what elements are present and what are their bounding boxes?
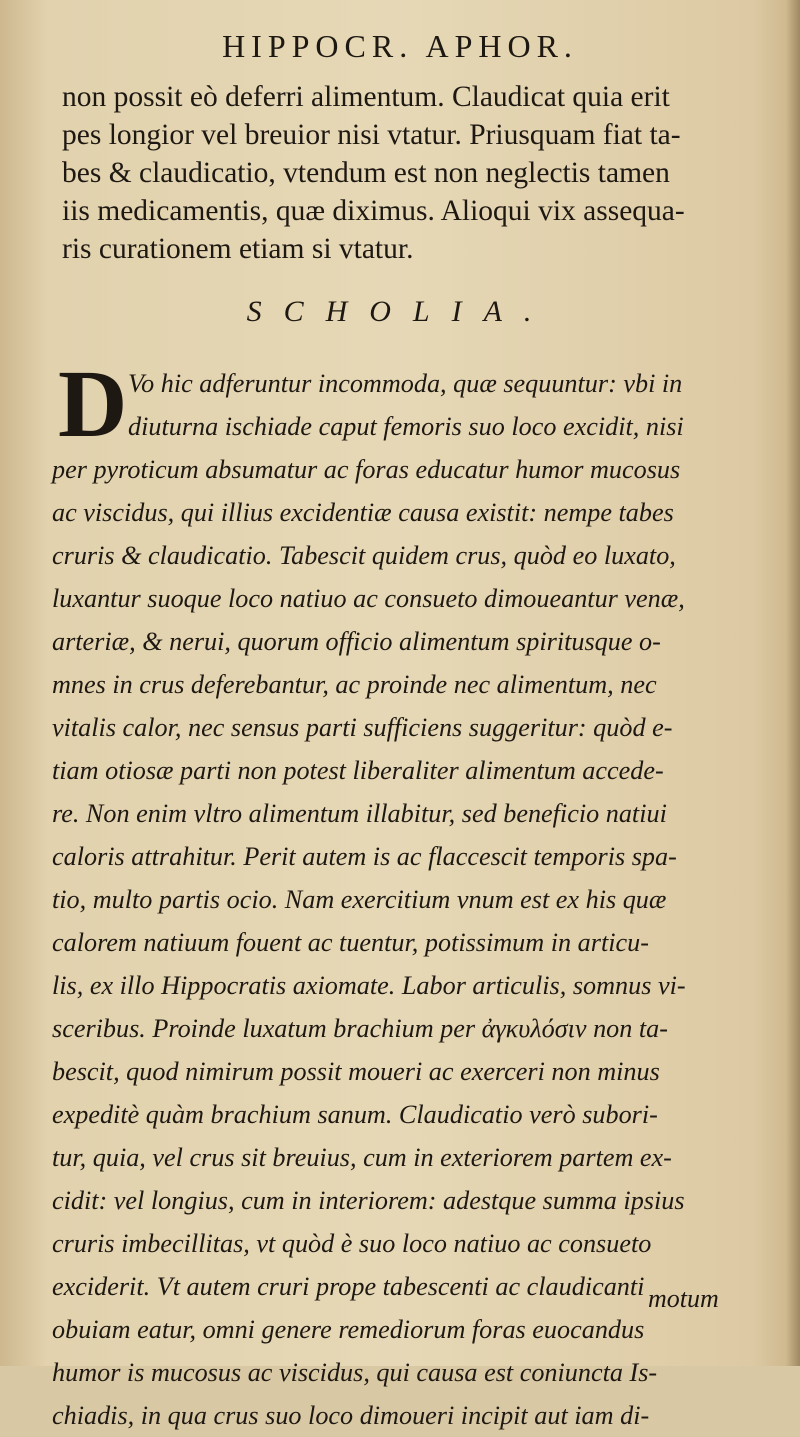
text-line: non possit eò deferri alimentum. Claudicat quia erit — [62, 81, 670, 113]
text-line: Vo hic adferuntur incommoda, quæ sequuntur: vbi in — [128, 369, 683, 398]
page-edge-shadow — [786, 0, 800, 1366]
text-line: cidit: vel longius, cum in interiorem: adestque summa ipsius — [52, 1186, 685, 1215]
text-line: diuturna ischiade caput femoris suo loco excidit, nisi — [128, 412, 684, 441]
text-line: tur, quia, vel crus sit breuius, cum in exteriorem partem ex- — [52, 1143, 672, 1172]
text-line: mnes in crus deferebantur, ac proinde nec alimentum, nec — [52, 670, 657, 699]
section-title: SCHOLIA. — [246, 295, 554, 328]
text-line: cruris & claudicatio. Tabescit quidem crus, quòd eo luxato, — [52, 541, 676, 570]
text-line: vitalis calor, nec sensus parti sufficiens suggeritur: quòd e- — [52, 713, 673, 742]
text-line: luxantur suoque loco natiuo ac consueto dimoueantur venæ, — [52, 584, 685, 613]
text-line: sceribus. Proinde luxatum brachium per ἀγκυλόσιν non ta- — [52, 1014, 668, 1043]
text-line: humor is mucosus ac viscidus, qui causa est coniuncta Is- — [52, 1358, 658, 1387]
text-line: cruris imbecillitas, vt quòd è suo loco natiuo ac consueto — [52, 1229, 652, 1258]
text-line: bescit, quod nimirum possit moueri ac exerceri non minus — [52, 1057, 660, 1086]
text-line: obuiam eatur, omni genere remediorum foras euocandus — [52, 1315, 645, 1344]
text-line: ac viscidus, qui illius excidentiæ causa existit: nempe tabes — [52, 498, 674, 527]
text-line: per pyroticum absumatur ac foras educatur humor mucosus — [52, 455, 681, 484]
drop-capital: D — [58, 350, 128, 457]
text-line: iis medicamentis, quæ diximus. Alioqui vix assequa- — [62, 195, 685, 227]
catchword: motum — [648, 1284, 719, 1313]
text-line: re. Non enim vltro alimentum illabitur, sed beneficio natiui — [52, 799, 667, 828]
text-line: ris curationem etiam si vtatur. — [62, 233, 414, 265]
text-line: bes & claudicatio, vtendum est non neglectis tamen — [62, 157, 670, 189]
text-line: expeditè quàm brachium sanum. Claudicatio verò subori- — [52, 1100, 658, 1129]
aphorism-text — [62, 78, 762, 268]
text-line: caloris attrahitur. Perit autem is ac flaccescit temporis spa- — [52, 842, 677, 871]
running-header: HIPPOCR. APHOR. — [222, 28, 578, 64]
text-line: arteriæ, & nerui, quorum officio alimentum spiritusque o- — [52, 627, 661, 656]
text-line: lis, ex illo Hippocratis axiomate. Labor articulis, somnus vi- — [52, 971, 686, 1000]
text-line: calorem natiuum fouent ac tuentur, potissimum in articu- — [52, 928, 649, 957]
scholia-text — [52, 350, 772, 1437]
text-line: chiadis, in qua crus suo loco dimoueri incipit aut iam di- — [52, 1401, 650, 1430]
text-line: exciderit. Vt autem cruri prope tabescenti ac claudicanti — [52, 1272, 645, 1301]
text-line: pes longior vel breuior nisi vtatur. Priusquam fiat ta- — [62, 119, 681, 151]
text-line: tiam otiosæ parti non potest liberaliter alimentum accede- — [52, 756, 664, 785]
text-line: tio, multo partis ocio. Nam exercitium vnum est ex his quæ — [52, 885, 667, 914]
